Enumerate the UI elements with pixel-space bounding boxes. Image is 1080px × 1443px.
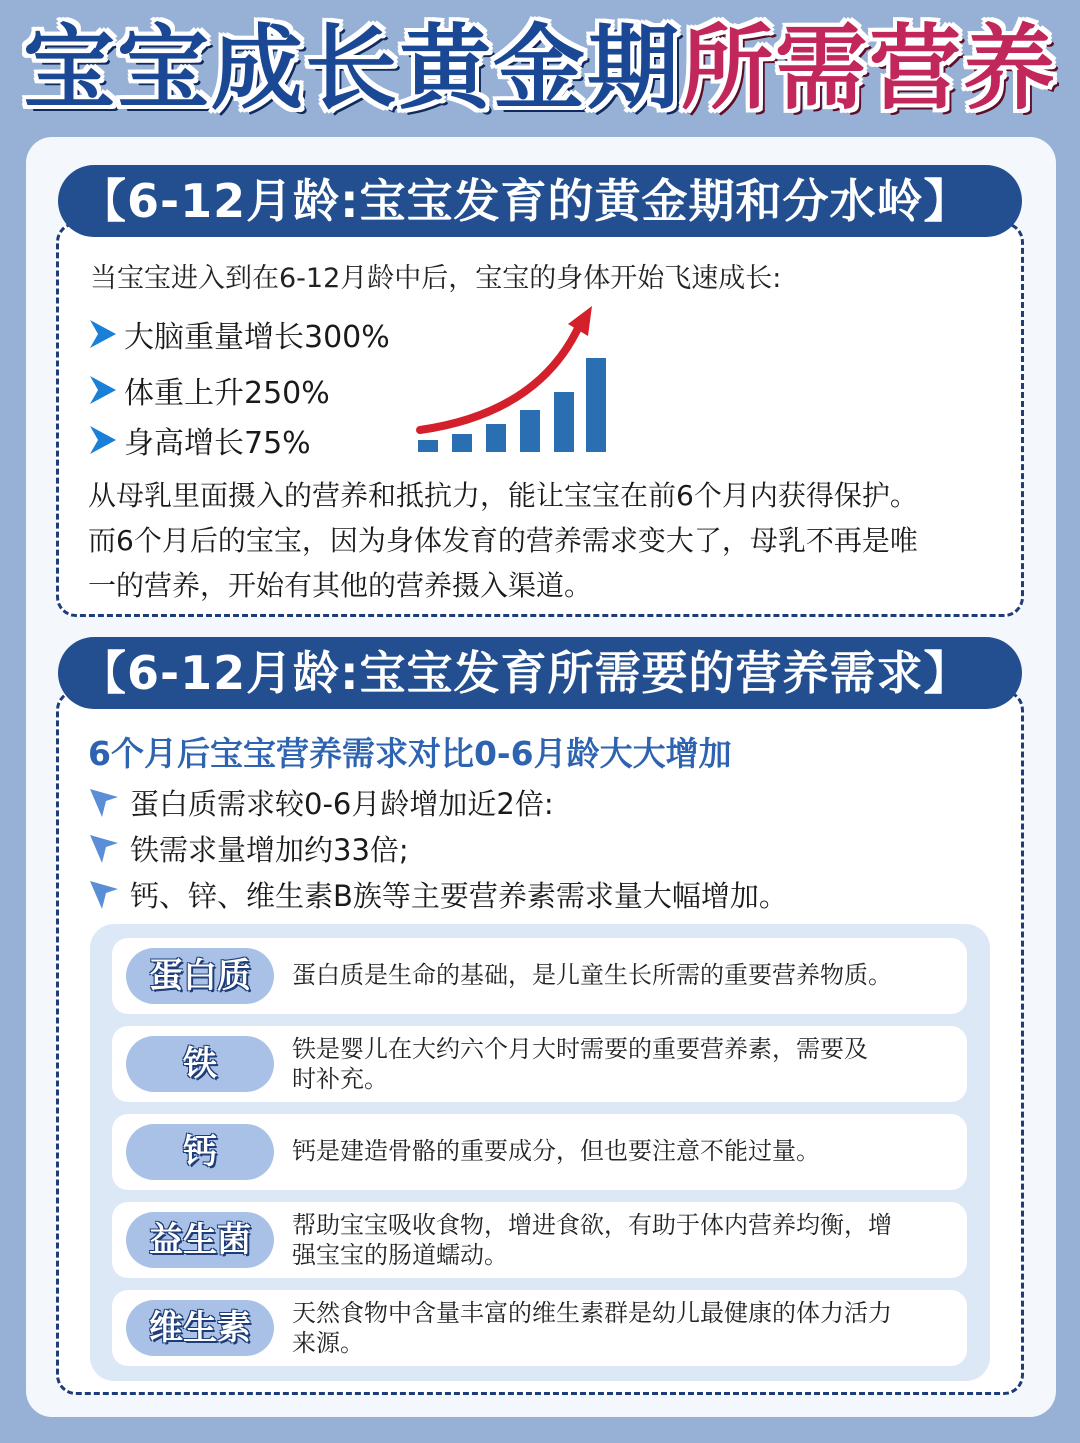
need-item	[88, 782, 554, 822]
section1-paragraph	[88, 473, 1008, 608]
nutrient-description	[292, 960, 949, 990]
description-line: 强宝宝的肠道蠕动。	[292, 1241, 508, 1269]
nutrient-row	[112, 1202, 967, 1278]
cursor-arrow-icon	[88, 785, 120, 819]
need-item	[88, 874, 788, 914]
nutrient-name-badge: 益生菌	[126, 1212, 274, 1268]
stat-item	[88, 370, 330, 410]
nutrient-name-badge: 钙	[126, 1124, 274, 1180]
nutrient-description	[292, 1210, 949, 1270]
section2-subtitle: 6个月后宝宝营养需求对比0-6月龄大大增加	[88, 734, 732, 773]
description-line: 蛋白质是生命的基础，是儿童生长所需的重要营养物质。	[292, 961, 892, 989]
chevron-right-icon	[88, 374, 118, 406]
nutrient-row	[112, 1026, 967, 1102]
chevron-right-icon	[88, 318, 118, 350]
stat-text: 体重上升250%	[124, 376, 330, 411]
nutrient-row	[112, 1290, 967, 1366]
description-line: 来源。	[292, 1329, 364, 1357]
stat-text: 身高增长75%	[124, 426, 311, 461]
nutrient-row	[112, 1114, 967, 1190]
stat-text: 大脑重量增长300%	[124, 320, 390, 355]
description-line: 天然食物中含量丰富的维生素群是幼儿最健康的体力活力	[292, 1299, 892, 1327]
description-line: 时补充。	[292, 1065, 388, 1093]
need-text: 钙、锌、维生素B族等主要营养素需求量大幅增加。	[130, 878, 788, 913]
section1-intro: 当宝宝进入到在6-12月龄中后，宝宝的身体开始飞速成长:	[90, 263, 782, 294]
cursor-arrow-icon	[88, 877, 120, 911]
paragraph-line: 而6个月后的宝宝，因为身体发育的营养需求变大了，母乳不再是唯	[88, 524, 918, 557]
paragraph-line: 从母乳里面摄入的营养和抵抗力，能让宝宝在前6个月内获得保护。	[88, 479, 918, 512]
title-part1: 宝宝成长黄金期	[22, 15, 681, 122]
title-part2: 所需营养	[681, 15, 1058, 122]
nutrient-name-badge: 铁	[126, 1036, 274, 1092]
nutrient-description	[292, 1136, 949, 1166]
description-line: 帮助宝宝吸收食物，增进食欲，有助于体内营养均衡，增	[292, 1211, 892, 1239]
nutrient-description	[292, 1298, 949, 1358]
nutrient-row	[112, 938, 967, 1014]
nutrient-description	[292, 1034, 949, 1094]
description-line: 钙是建造骨骼的重要成分，但也要注意不能过量。	[292, 1137, 820, 1165]
chevron-right-icon	[88, 424, 118, 456]
need-item	[88, 828, 409, 868]
stat-item	[88, 314, 390, 354]
cursor-arrow-icon	[88, 831, 120, 865]
nutrient-name-badge: 蛋白质	[126, 948, 274, 1004]
stat-item	[88, 420, 311, 460]
page-title	[0, 14, 1080, 124]
nutrient-name-badge: 维生素	[126, 1300, 274, 1356]
paragraph-line: 一的营养，开始有其他的营养摄入渠道。	[88, 569, 593, 602]
section1-header: 【6-12月龄:宝宝发育的黄金期和分水岭】	[58, 165, 1022, 237]
need-text: 铁需求量增加约33倍;	[130, 832, 409, 867]
growth-chart-icon	[410, 300, 620, 460]
section2-header: 【6-12月龄:宝宝发育所需要的营养需求】	[58, 637, 1022, 709]
need-text: 蛋白质需求较0-6月龄增加近2倍:	[130, 786, 554, 821]
description-line: 铁是婴儿在大约六个月大时需要的重要营养素，需要及	[292, 1035, 868, 1063]
